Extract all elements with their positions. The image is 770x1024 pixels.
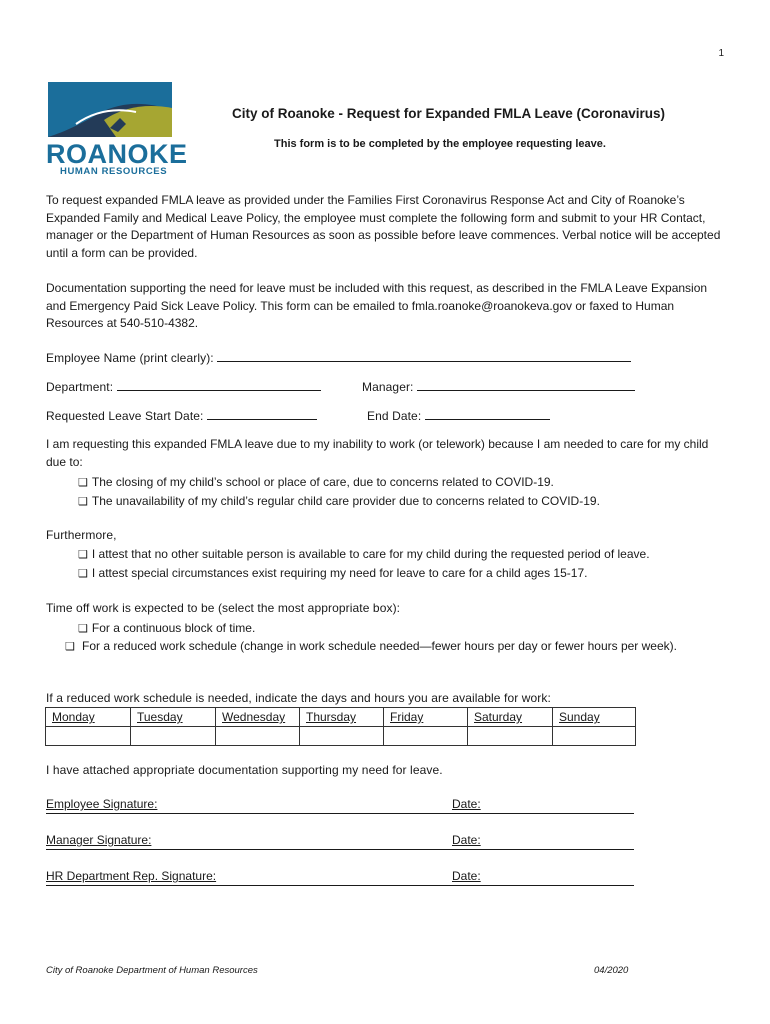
schedule-hours-row — [46, 727, 636, 746]
signature-label: Manager Signature: — [46, 833, 152, 847]
start-date-input[interactable] — [207, 407, 317, 420]
documentation-paragraph: Documentation supporting the need for leave must be included with this request, as described in the FMLA Leave Expansion and Emergency Paid Sick Leave Policy. This form can be emailed to fmla.roanoke@roanokeva.gov or faxed to Human Resources at 540-510-4382. — [46, 281, 708, 330]
checkbox-icon[interactable]: ❑ — [78, 549, 88, 561]
furthermore-label: Furthermore, — [46, 528, 117, 542]
date-label: Date: — [452, 833, 481, 847]
attestation-option[interactable]: ❑ I attest special circumstances exist requiring my need for leave to care for a child ages 15-17. — [78, 564, 587, 583]
attestation-option[interactable]: ❑ I attest that no other suitable person is available to care for my child during the requested period of leave. — [78, 545, 650, 564]
department-row — [46, 378, 321, 397]
employee-signature-field[interactable] — [46, 797, 634, 814]
department-label: Department: — [46, 380, 114, 394]
hours-cell[interactable] — [384, 727, 468, 746]
day-header: Wednesday — [216, 708, 300, 727]
end-date-label: End Date: — [367, 409, 422, 423]
day-header: Monday — [46, 708, 131, 727]
hours-cell[interactable] — [553, 727, 636, 746]
schedule-header-row — [46, 708, 636, 727]
attached-statement: I have attached appropriate documentation supporting my need for leave. — [46, 763, 443, 777]
hours-cell[interactable] — [131, 727, 216, 746]
reason-option[interactable]: ❑ The unavailability of my child’s regular child care provider due to concerns related to COVID-19. — [78, 492, 600, 511]
manager-input[interactable] — [417, 378, 635, 391]
time-off-label: Time off work is expected to be (select the most appropriate box): — [46, 601, 401, 615]
end-date-row — [367, 407, 550, 426]
manager-label: Manager: — [362, 380, 414, 394]
checkbox-icon[interactable]: ❑ — [78, 477, 88, 489]
time-off-option[interactable]: ❑ For a continuous block of time. — [78, 619, 255, 638]
checkbox-icon[interactable]: ❑ — [78, 623, 88, 635]
form-subtitle: This form is to be completed by the employee requesting leave. — [274, 138, 606, 150]
footer-date: 04/2020 — [594, 965, 629, 976]
employee-name-label: Employee Name (print clearly): — [46, 351, 214, 365]
day-header: Saturday — [468, 708, 553, 727]
logo-wordmark: ROANOKE — [46, 139, 188, 169]
end-date-input[interactable] — [425, 407, 550, 420]
signature-label: HR Department Rep. Signature: — [46, 869, 217, 883]
start-date-label: Requested Leave Start Date: — [46, 409, 204, 423]
department-input[interactable] — [117, 378, 321, 391]
form-title: City of Roanoke - Request for Expanded FMLA Leave (Coronavirus) — [232, 106, 666, 121]
checkbox-icon[interactable]: ❑ — [78, 496, 88, 508]
manager-signature-field[interactable] — [46, 833, 634, 850]
time-off-option[interactable]: ❑ For a reduced work schedule (change in work schedule needed—fewer hours per day or fewer hours per week). — [65, 639, 677, 653]
day-header: Sunday — [553, 708, 636, 727]
date-label: Date: — [452, 797, 481, 811]
logo-mountain-icon — [46, 80, 176, 140]
date-label: Date: — [452, 869, 481, 883]
hours-cell[interactable] — [300, 727, 384, 746]
signature-label: Employee Signature: — [46, 797, 158, 811]
employee-name-input[interactable] — [217, 349, 631, 362]
intro-paragraph: To request expanded FMLA leave as provided under the Families First Coronavirus Response Act and City of Roanoke’s Expanded Family and Medical Leave Policy, the employee must complete the following form and submit to your HR Contact, manager or the Department of Human Resources as soon as possible before leave commences. Verbal notice will be accepted until a form can be provided. — [46, 193, 721, 260]
day-header: Friday — [384, 708, 468, 727]
schedule-table — [45, 707, 636, 746]
schedule-label: If a reduced work schedule is needed, indicate the days and hours you are available for work: — [46, 691, 551, 705]
reason-option[interactable]: ❑ The closing of my child’s school or place of care, due to concerns related to COVID-19. — [78, 473, 554, 492]
hours-cell[interactable] — [468, 727, 553, 746]
start-date-row — [46, 407, 317, 426]
hr-signature-field[interactable] — [46, 869, 634, 886]
manager-row — [362, 378, 635, 397]
employee-name-row — [46, 349, 631, 368]
reason-intro: I am requesting this expanded FMLA leave due to my inability to work (or telework) because I am needed to care for my child due to: — [46, 437, 709, 469]
logo-subtitle: HUMAN RESOURCES — [60, 166, 168, 177]
day-header: Thursday — [300, 708, 384, 727]
checkbox-icon[interactable]: ❑ — [78, 568, 88, 580]
footer-department: City of Roanoke Department of Human Resources — [46, 965, 258, 976]
day-header: Tuesday — [131, 708, 216, 727]
page-number: 1 — [718, 48, 724, 59]
hours-cell[interactable] — [46, 727, 131, 746]
hours-cell[interactable] — [216, 727, 300, 746]
